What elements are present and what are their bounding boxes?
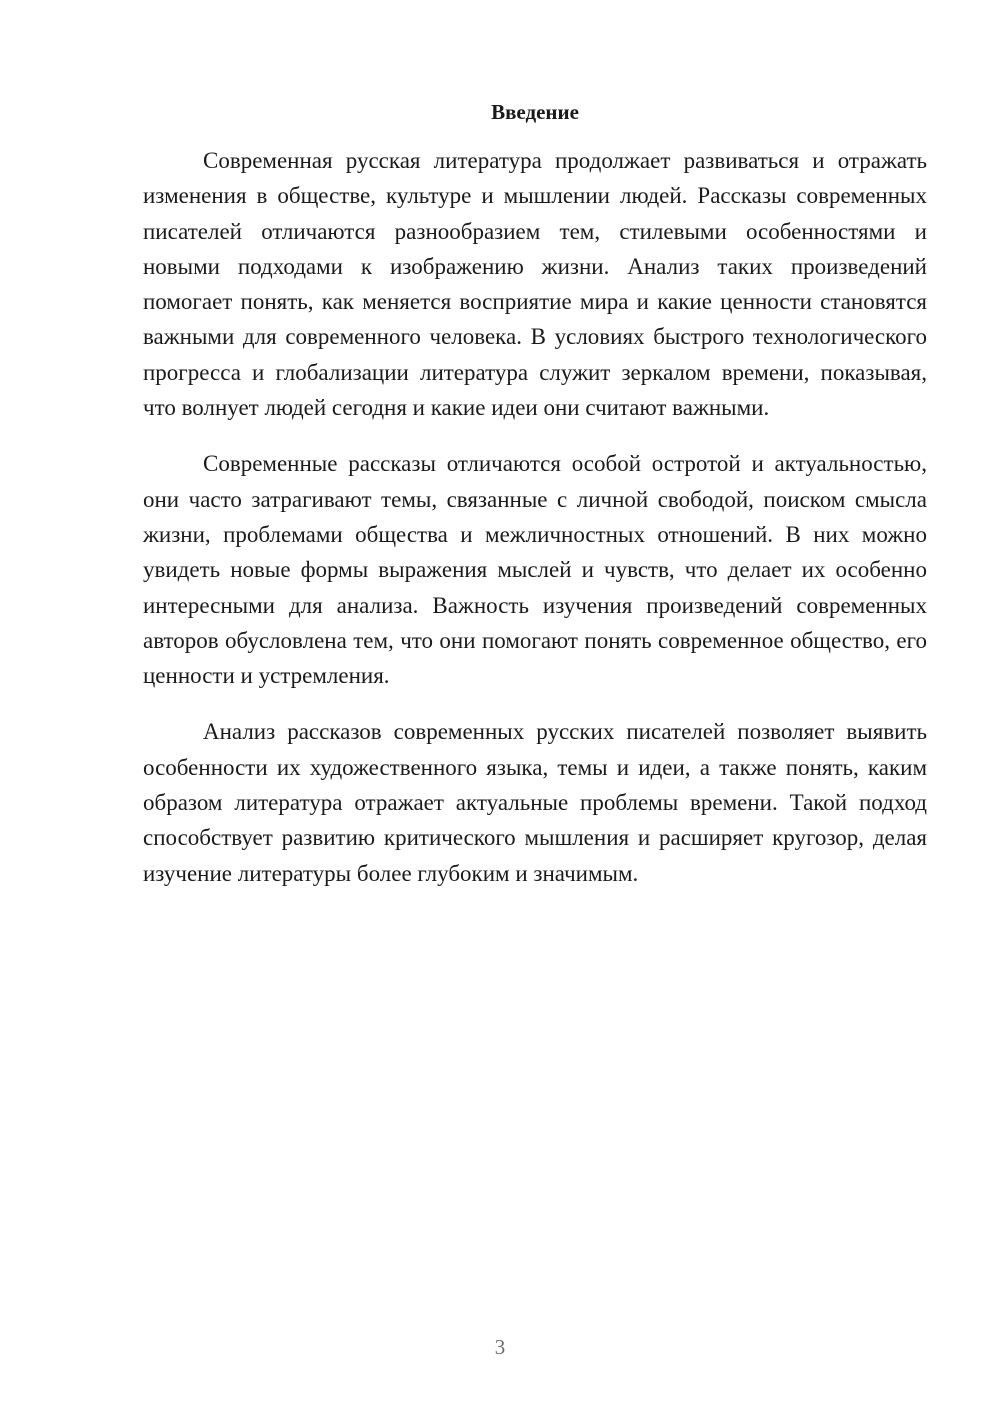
page-number: 3: [494, 1335, 506, 1359]
paragraph-1: Современная русская литература продолжает развиваться и отражать изменения в обществе, культуре и мышлении людей. Рассказы современных писателей отличаются разнообразием тем, стилевыми особенностями и новыми подходами к изображению жизни. Анализ таких произведений помогает понять, как меняется восприятие мира и какие ценности становятся важными для современного человека. В условиях быстрого технологического прогресса и глобализации литература служит зеркалом времени, показывая, что волнует людей сегодня и какие идеи они считают важными.: [143, 148, 927, 421]
paragraph-2: Современные рассказы отличаются особой остротой и актуальностью, они часто затрагивают темы, связанные с личной свободой, поиском смысла жизни, проблемами общества и межличностных отношений. В них можно увидеть новые формы выражения мыслей и чувств, что делает их особенно интересными для анализа. Важность изучения произведений современных авторов обусловлена тем, что они помогают понять современное общество, его ценности и устремления.: [143, 451, 927, 689]
section-heading: Введение: [491, 100, 579, 124]
paragraph-3: Анализ рассказов современных русских писателей позволяет выявить особенности их художественного языка, темы и идеи, а также понять, каким образом литература отражает актуальные проблемы времени. Такой подход способствует развитию критического мышления и расширяет кругозор, делая изучение литературы более глубоким и значимым.: [143, 719, 927, 886]
body-text: [143, 143, 927, 912]
